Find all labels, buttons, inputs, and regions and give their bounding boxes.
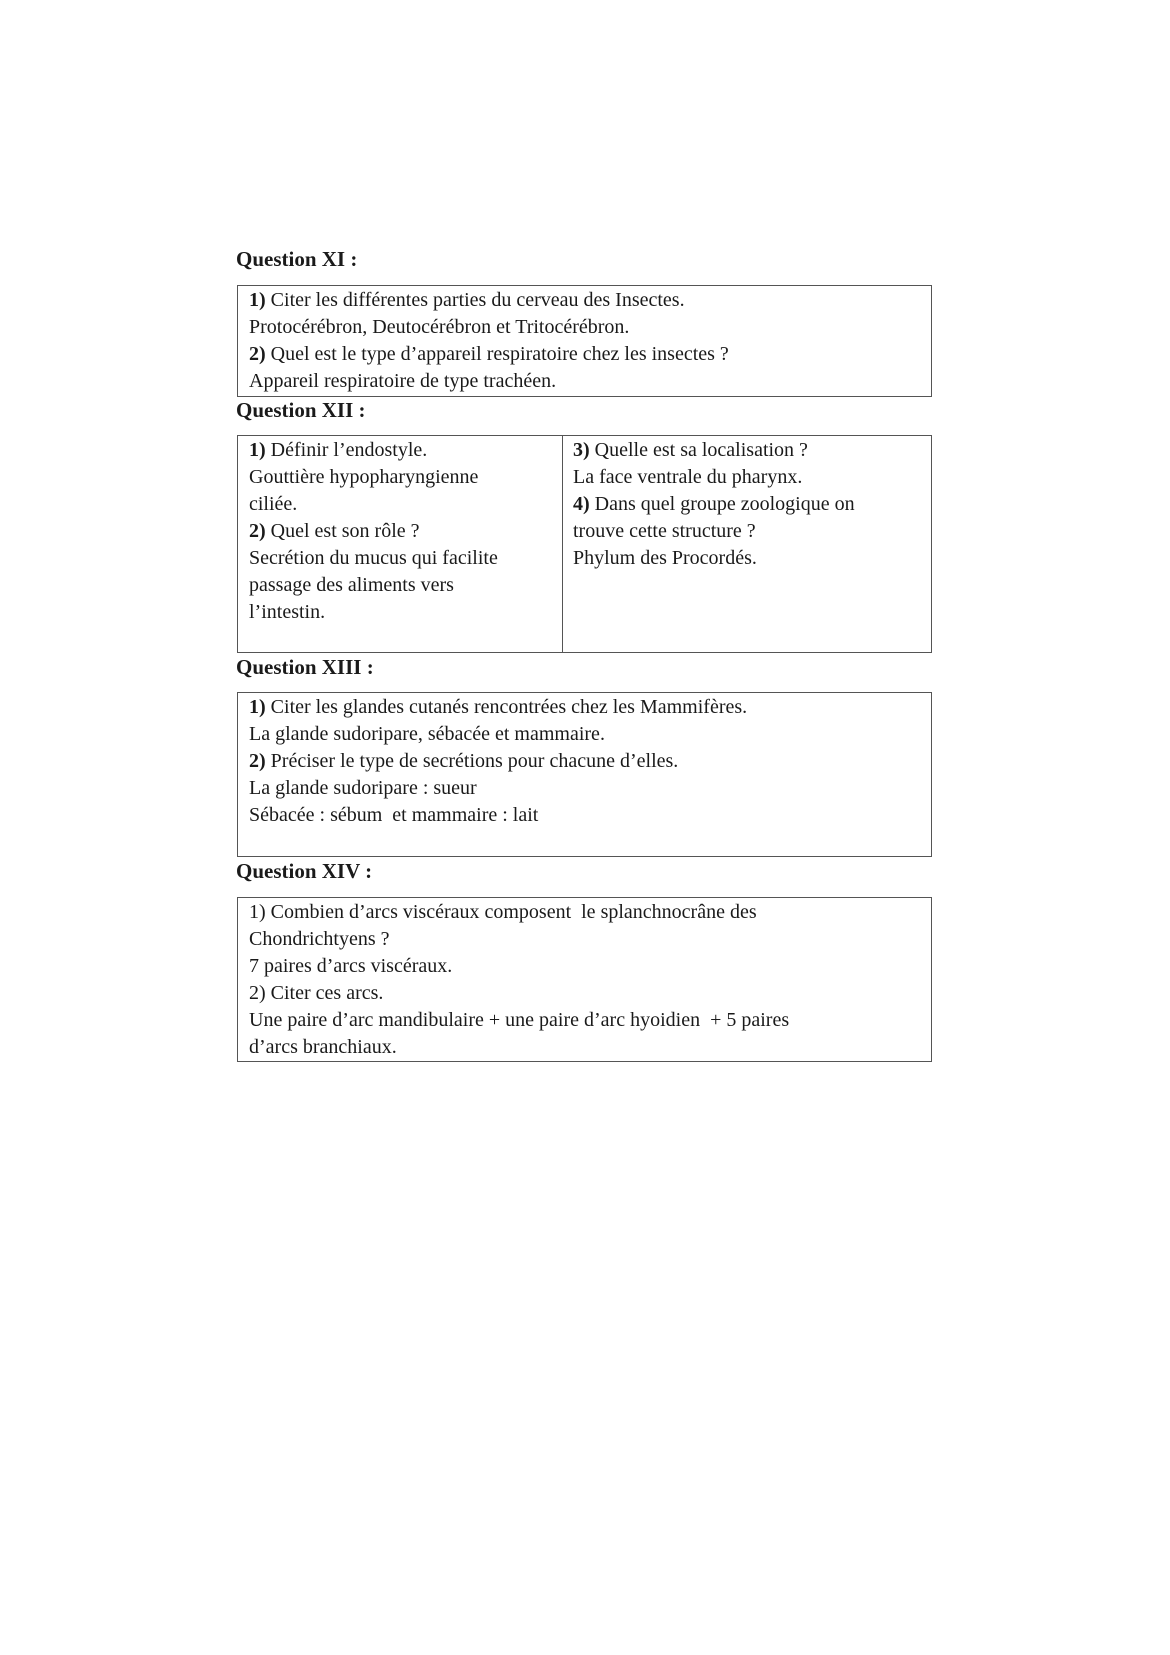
item-text: Dans quel groupe zoologique on (589, 493, 855, 515)
item-text: d’arcs branchiaux. (249, 1036, 397, 1058)
item-text: La face ventrale du pharynx. (573, 466, 803, 488)
question-xii-left-cell (238, 436, 563, 652)
list-item (249, 1007, 931, 1034)
item-text: Phylum des Procordés. (573, 547, 757, 569)
item-number: 2) (249, 750, 266, 772)
list-item (573, 464, 925, 491)
item-text: La glande sudoripare : sueur (249, 777, 477, 799)
item-text: ciliée. (249, 493, 298, 515)
item-number: 1) (249, 289, 266, 311)
item-text: La glande sudoripare, sébacée et mammaire. (249, 723, 605, 745)
question-xi-title: Question XI : (236, 247, 358, 271)
item-text: Quel est son rôle ? (265, 520, 420, 542)
item-text: Gouttière hypopharyngienne (249, 466, 479, 488)
item-text: Appareil respiratoire de type trachéen. (249, 370, 557, 392)
list-item (249, 545, 556, 572)
list-item (249, 464, 556, 491)
list-item (249, 491, 556, 518)
question-xiii-box (237, 692, 932, 857)
item-text: Sébacée : sébum et mammaire : lait (249, 804, 539, 826)
list-item (249, 953, 931, 980)
item-text: Chondrichtyens ? (249, 928, 390, 950)
list-item (573, 518, 925, 545)
list-item (573, 437, 925, 464)
list-item (249, 899, 931, 926)
item-text: Une paire d’arc mandibulaire + une paire d’arc hyoidien + 5 paires (249, 1009, 790, 1031)
item-number: 4) (573, 493, 590, 515)
list-item (249, 287, 931, 314)
item-text: Citer les différentes parties du cerveau des Insectes. (265, 289, 685, 311)
list-item (249, 926, 931, 953)
list-item (249, 599, 556, 626)
list-item (249, 518, 556, 545)
question-xiii-title: Question XIII : (236, 655, 374, 679)
list-item (249, 802, 931, 829)
list-item (249, 437, 556, 464)
item-number: 3) (573, 439, 590, 461)
item-number: 2) (249, 520, 266, 542)
question-xi-box (237, 285, 932, 397)
list-item (249, 748, 931, 775)
question-xii-title: Question XII : (236, 398, 366, 422)
question-xiv-box (237, 897, 932, 1062)
item-number: 1) (249, 439, 266, 461)
item-text: passage des aliments vers (249, 574, 454, 596)
item-text: Quel est le type d’appareil respiratoire chez les insectes ? (265, 343, 729, 365)
item-text: 1) Combien d’arcs viscéraux composent le splanchnocrâne des (249, 901, 757, 923)
question-xiv-title: Question XIV : (236, 859, 373, 883)
list-item (249, 775, 931, 802)
list-item (249, 314, 931, 341)
list-item (249, 1034, 931, 1061)
list-item (249, 721, 931, 748)
item-number: 1) (249, 696, 266, 718)
item-text: Protocérébron, Deutocérébron et Tritocérébron. (249, 316, 630, 338)
question-xii-right-cell (563, 436, 931, 652)
item-text: 2) Citer ces arcs. (249, 982, 384, 1004)
item-text: Citer les glandes cutanés rencontrées chez les Mammifères. (265, 696, 748, 718)
list-item (249, 980, 931, 1007)
item-text: Préciser le type de secrétions pour chacune d’elles. (265, 750, 679, 772)
item-text: Quelle est sa localisation ? (589, 439, 808, 461)
list-item (573, 545, 925, 572)
list-item (249, 572, 556, 599)
item-number: 2) (249, 343, 266, 365)
item-text: 7 paires d’arcs viscéraux. (249, 955, 453, 977)
item-text: l’intestin. (249, 601, 326, 623)
item-text: trouve cette structure ? (573, 520, 756, 542)
list-item (249, 694, 931, 721)
list-item (249, 341, 931, 368)
list-item (573, 491, 925, 518)
question-xii-table (237, 435, 932, 653)
item-text: Définir l’endostyle. (265, 439, 428, 461)
item-text: Secrétion du mucus qui facilite (249, 547, 498, 569)
list-item (249, 368, 931, 395)
